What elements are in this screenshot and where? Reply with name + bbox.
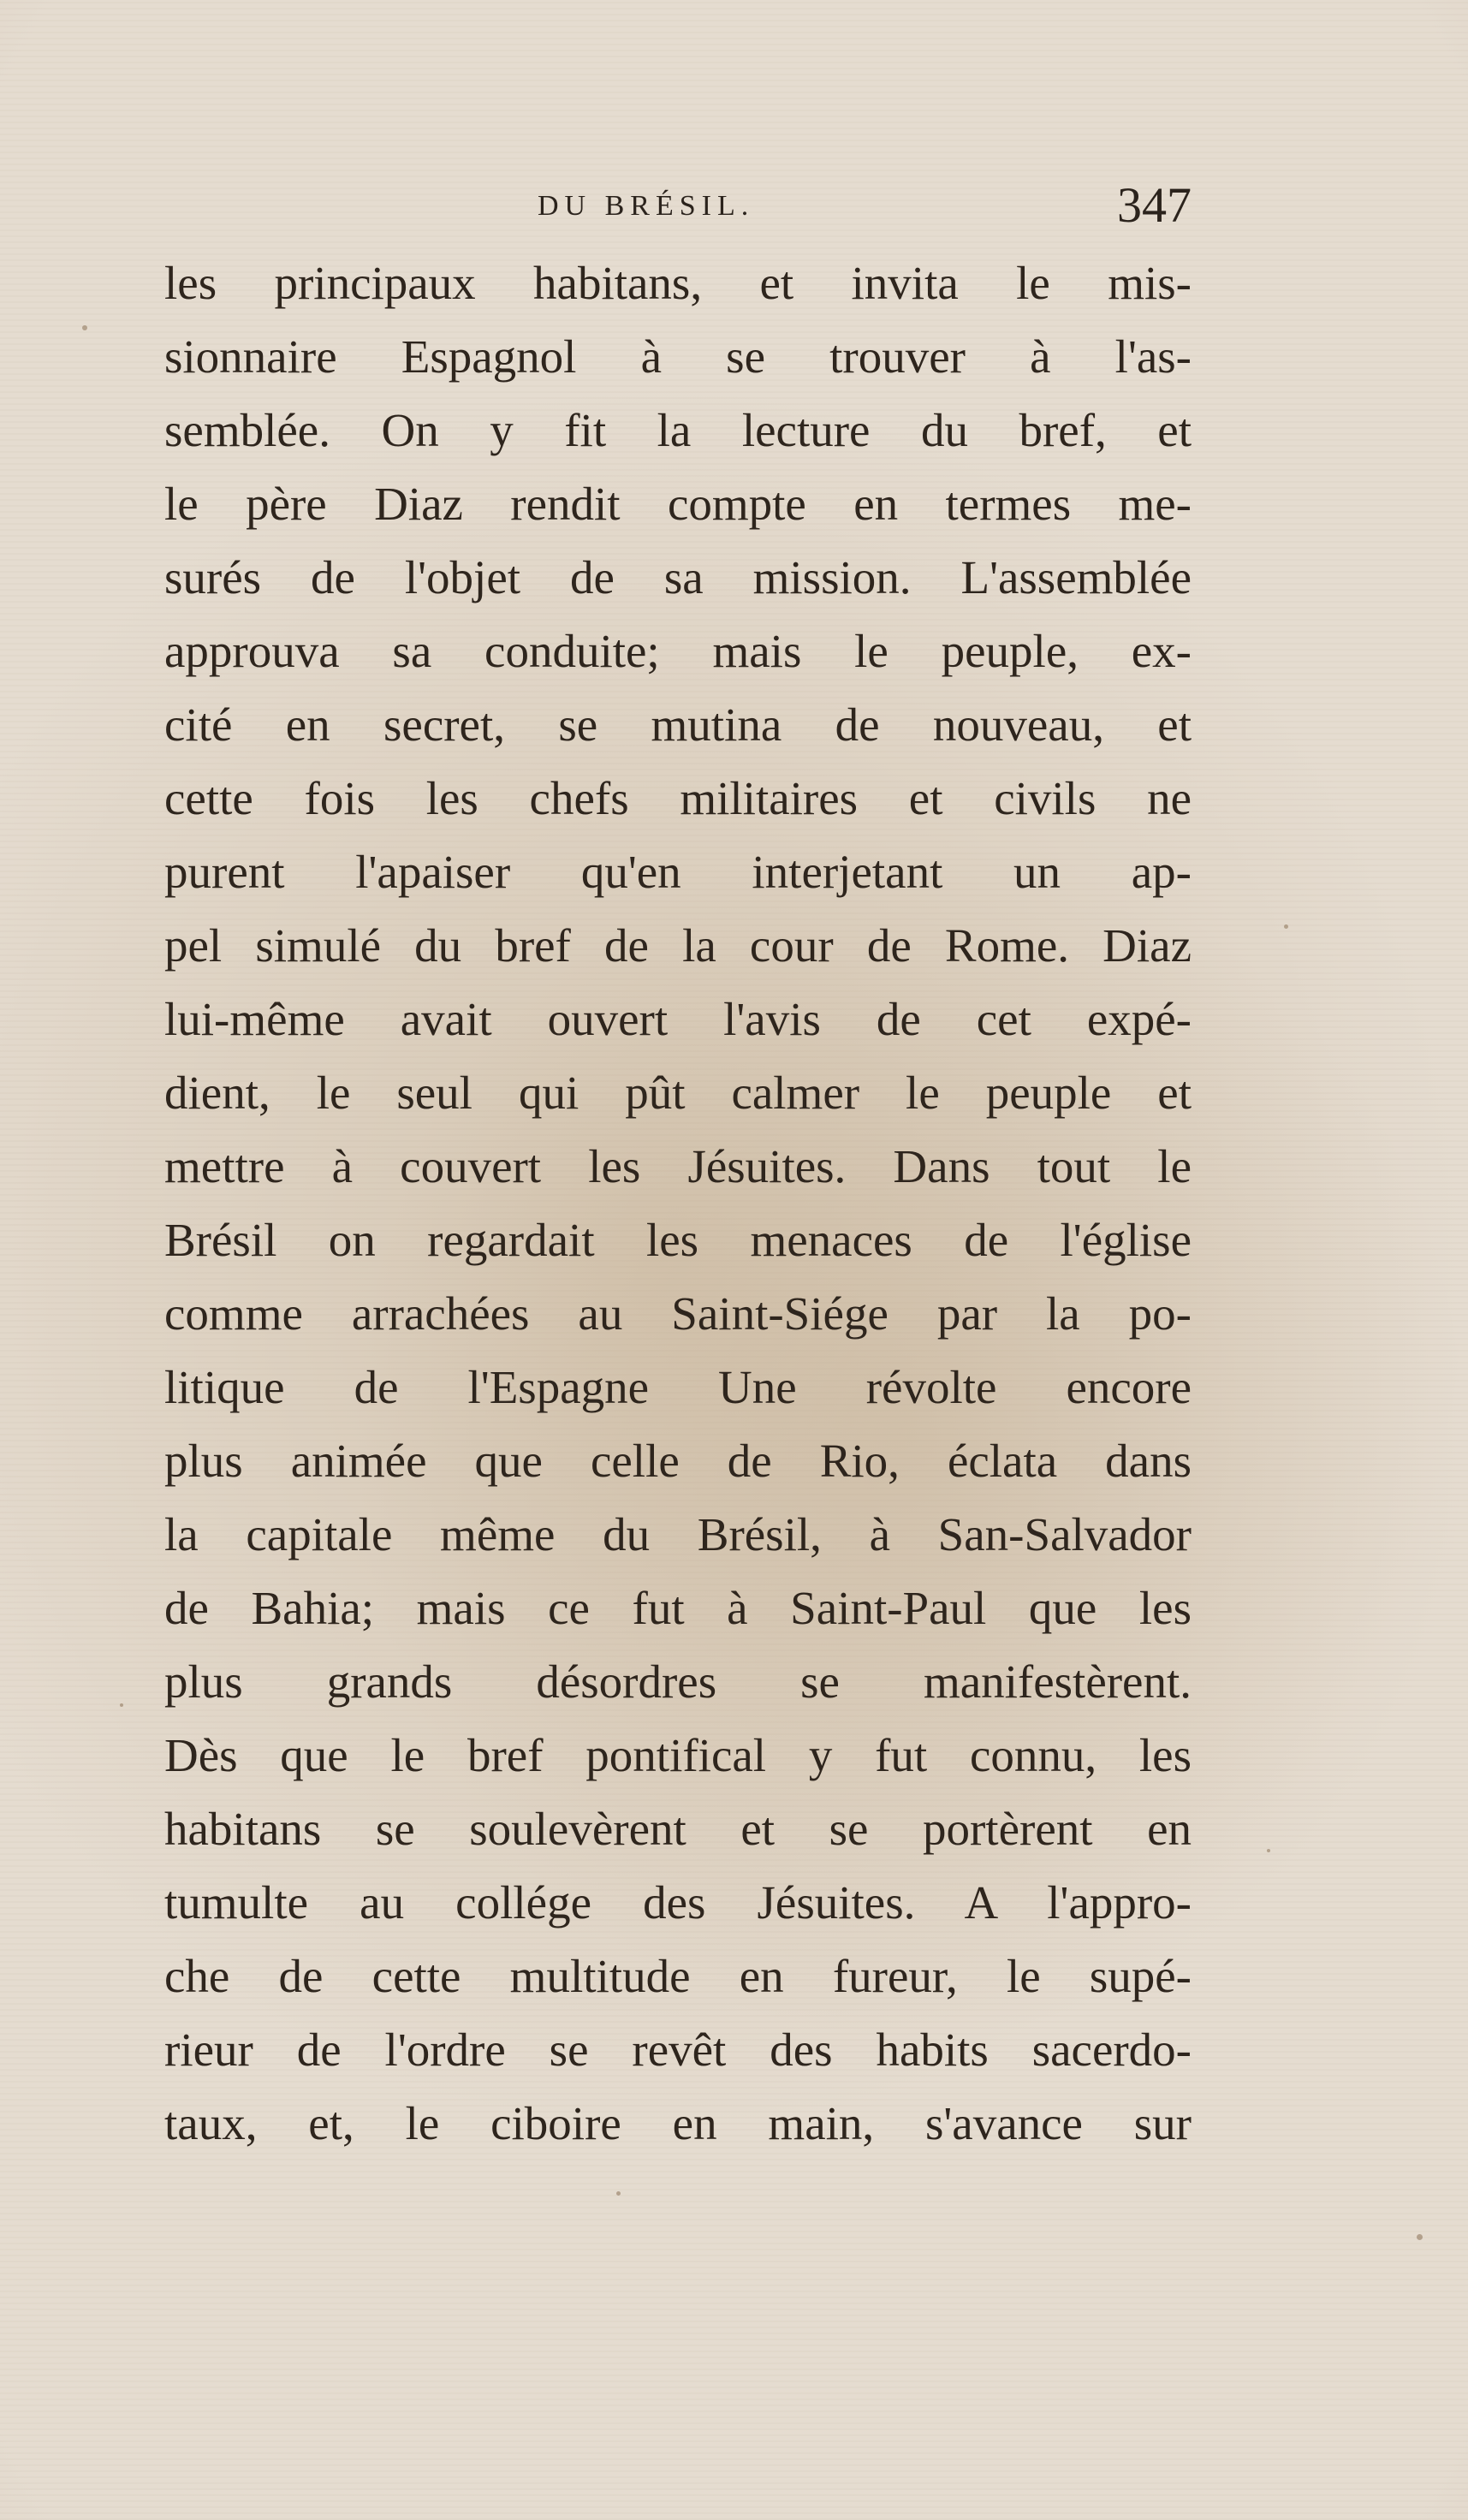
text-line: pel simulé du bref de la cour de Rome. Diaz — [164, 919, 1192, 972]
foxing-spot — [1284, 924, 1288, 929]
text-line: dient, le seul qui pût calmer le peuple et — [164, 1067, 1192, 1119]
text-line: semblée. On y fit la lecture du bref, et — [164, 404, 1192, 456]
foxing-spot — [82, 325, 87, 330]
text-line: habitans se soulevèrent et se portèrent en — [164, 1803, 1192, 1855]
body-text — [164, 247, 1192, 2160]
page-number: 347 — [1117, 177, 1192, 233]
text-line: surés de l'objet de sa mission. L'assemblée — [164, 551, 1192, 603]
text-line: taux, et, le ciboire en main, s'avance sur — [164, 2097, 1192, 2149]
text-line: lui-même avait ouvert l'avis de cet expé- — [164, 993, 1192, 1045]
text-line: plus grands désordres se manifestèrent. — [164, 1655, 1192, 1708]
text-line: rieur de l'ordre se revêt des habits sacerdo- — [164, 2024, 1192, 2076]
text-line: che de cette multitude en fureur, le supé- — [164, 1950, 1192, 2002]
text-line: comme arrachées au Saint-Siége par la po- — [164, 1287, 1192, 1340]
text-line: Brésil on regardait les menaces de l'église — [164, 1214, 1192, 1266]
text-line: de Bahia; mais ce fut à Saint-Paul que les — [164, 1582, 1192, 1634]
foxing-spot — [1417, 2234, 1423, 2240]
text-line: le père Diaz rendit compte en termes me- — [164, 478, 1192, 530]
text-line: tumulte au collége des Jésuites. A l'appro- — [164, 1876, 1192, 1929]
running-head: DU BRÉSIL. — [538, 190, 755, 222]
text-line: purent l'apaiser qu'en interjetant un ap- — [164, 846, 1192, 898]
foxing-spot — [616, 2191, 621, 2196]
page-header — [164, 177, 1192, 250]
text-line: mettre à couvert les Jésuites. Dans tout le — [164, 1140, 1192, 1192]
text-line: approuva sa conduite; mais le peuple, ex- — [164, 625, 1192, 677]
text-line: sionnaire Espagnol à se trouver à l'as- — [164, 330, 1192, 383]
text-line: cette fois les chefs militaires et civils ne — [164, 772, 1192, 824]
text-line: plus animée que celle de Rio, éclata dans — [164, 1435, 1192, 1487]
text-line: les principaux habitans, et invita le mis- — [164, 257, 1192, 309]
foxing-spot — [1267, 1849, 1270, 1852]
foxing-spot — [120, 1703, 123, 1707]
text-line: litique de l'Espagne Une révolte encore — [164, 1361, 1192, 1413]
text-line: la capitale même du Brésil, à San-Salvador — [164, 1508, 1192, 1560]
text-line: Dès que le bref pontifical y fut connu, les — [164, 1729, 1192, 1781]
text-line: cité en secret, se mutina de nouveau, et — [164, 698, 1192, 751]
